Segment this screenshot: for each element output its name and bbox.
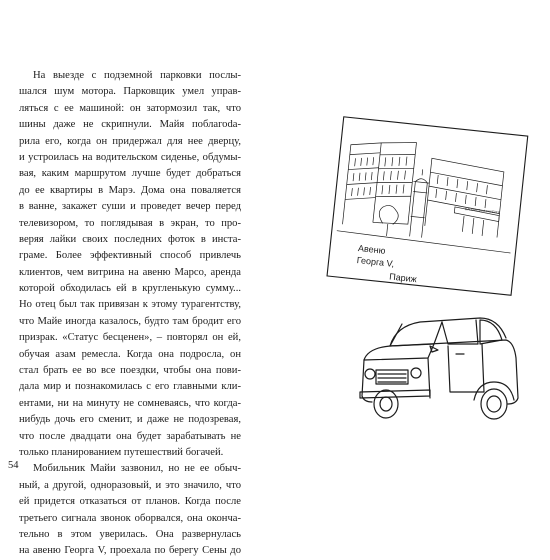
text-line: обучая азам ремесла. Когда она подросла, он	[19, 348, 241, 360]
postcard-illustration	[315, 108, 540, 303]
text-line: шался шум мотора. Парковщик умел управ-	[19, 86, 241, 98]
text-line: тельно в этом уверилась. Она развернулась	[19, 528, 241, 540]
text-line: до ее квартиры в Марэ. Дома она поваляется	[19, 184, 241, 196]
text-line: веряя лайки своих последних фоток в инста-	[19, 233, 241, 245]
text-line: призрак. «Статус бесценен», – повторял он ей,	[19, 332, 241, 344]
text-line: дала мир и познакомилась с его главными кли-	[19, 381, 241, 393]
text-line: ей придется отказаться от планов. Когда после	[19, 496, 241, 508]
text-line: ляться с ее машиной: он затормозил так, что	[19, 102, 241, 114]
text-line: телевизором, то поглядывая в экран, то про-	[19, 217, 241, 229]
text-line: Мобильник Майи зазвонил, но не ее обыч-	[33, 463, 241, 475]
text-line: граме. Более эффективный способ привлечь	[19, 250, 241, 262]
postcard-caption-line1: Авеню	[357, 243, 386, 256]
text-line: нибудь дочь его сменит, и даже не подозревая,	[19, 414, 241, 426]
text-line: рила его, когда он придержал для нее дверцу,	[19, 135, 241, 147]
text-line: Но отец был так привязан к этому турагентству,	[19, 299, 241, 311]
car-illustration	[338, 300, 528, 435]
text-line: вая, каким маршрутом лучше будет добраться	[19, 168, 241, 180]
shop-sign: GALERIES LA FAYETTE	[464, 206, 501, 215]
text-line: шины даже не скрипнули. Майя поблагоda-	[19, 119, 241, 131]
text-line: ный, а другой, одноразовый, и это значило, что	[19, 479, 241, 491]
text-line: третьего сигнала звонок оборвался, она оконча-	[19, 512, 241, 524]
text-line: что Майе иногда казалось, будто там бродит его	[19, 315, 241, 327]
text-line: в ванне, закажет суши и проведет вечер перед	[19, 201, 241, 213]
body-text	[19, 68, 241, 560]
text-line: и устроилась на водительском сиденье, обдумы-	[19, 151, 241, 163]
text-line: На выезде с подземной парковки послы-	[33, 70, 241, 81]
text-line: которой обходилась ей в кругленькую сумму...	[19, 283, 241, 295]
postcard-caption-line2: Георга V,	[356, 254, 395, 269]
page-number: 54	[8, 460, 19, 471]
postcard-caption-line3: Париж	[388, 271, 418, 285]
text-line: что после двадцати она будет зарабатывать не	[19, 430, 241, 442]
text-line: стал брать ее во все поездки, чтобы она пови-	[19, 365, 241, 377]
text-line: ентами, ни на минуту не сомневаясь, что когда-	[19, 397, 241, 409]
text-line: только планированием путешествий богачей.	[19, 446, 224, 458]
text-line: на авеню Георга V, проехала по берегу Сены до	[19, 545, 241, 557]
text-line: клиентов, чем витрина на авеню Марсо, аренда	[19, 266, 241, 278]
